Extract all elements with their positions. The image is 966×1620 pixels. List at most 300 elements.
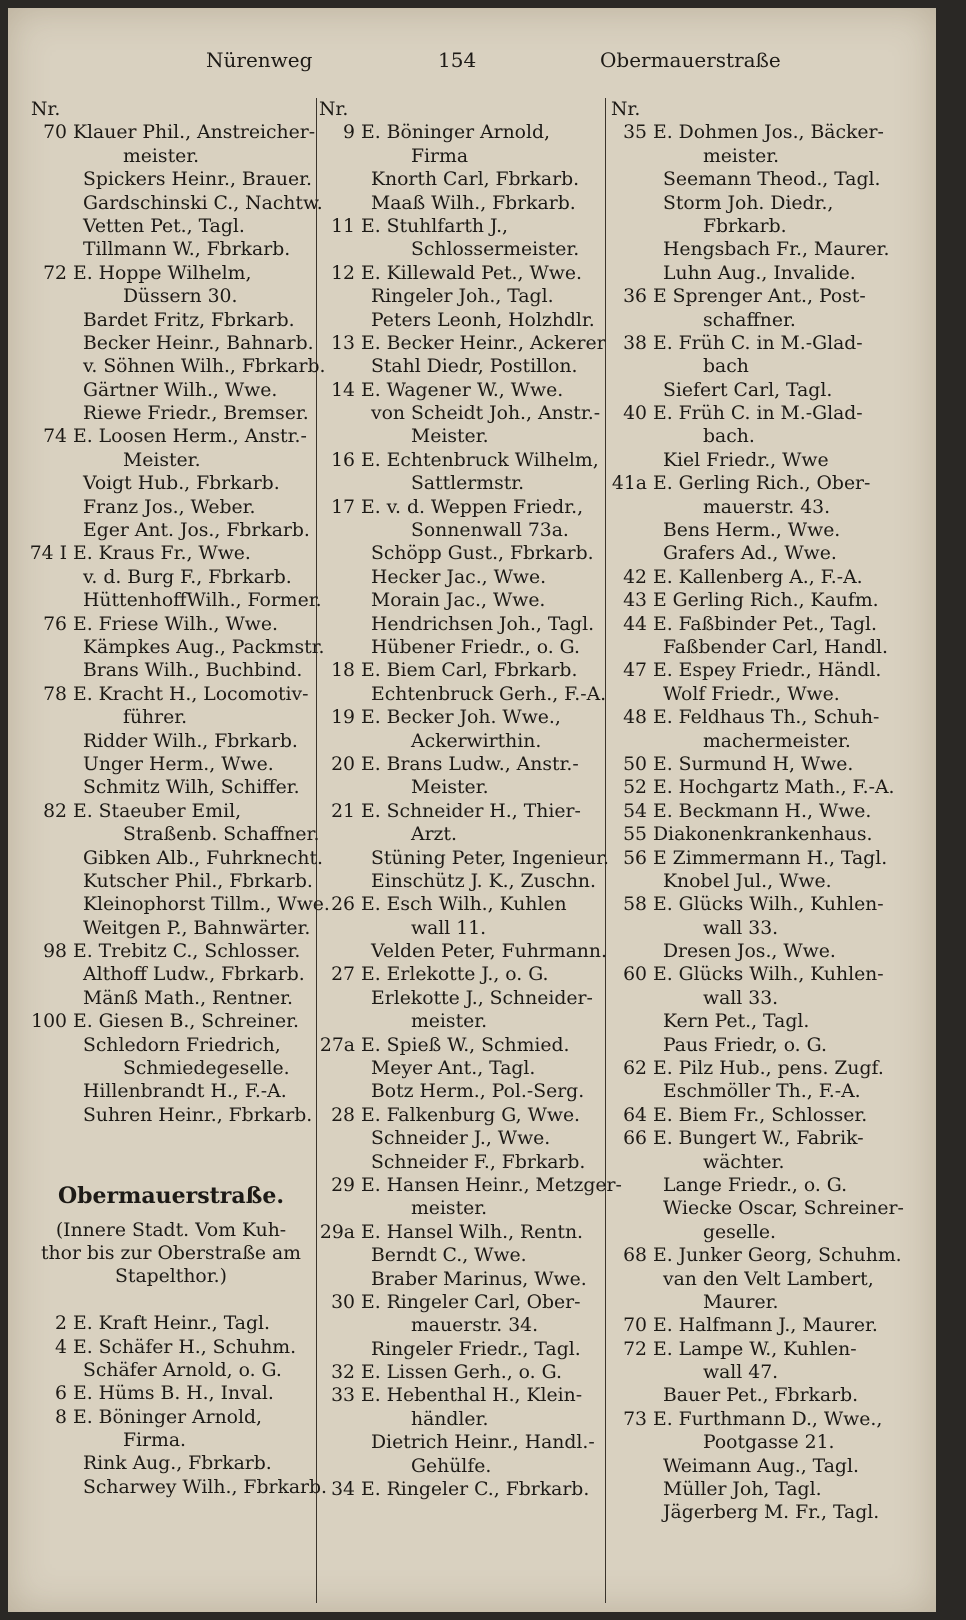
resident-text: Schmitz Wilh, Schiffer. xyxy=(83,777,300,799)
directory-entry xyxy=(603,379,899,402)
directory-entry xyxy=(603,1455,899,1478)
resident-text: E. Biem Carl, Fbrkarb. xyxy=(361,660,578,682)
resident-text: E. Faßbinder Pet., Tagl. xyxy=(653,613,877,635)
resident-text: Brans Wilh., Buchbind. xyxy=(83,660,303,682)
house-number: 72 xyxy=(623,1338,647,1360)
resident-text: E. Hansel Wilh., Rentn. xyxy=(361,1221,584,1243)
directory-entry xyxy=(311,332,607,355)
resident-text: E Sprenger Ant., Post- xyxy=(653,286,866,308)
directory-entry xyxy=(311,1291,607,1314)
house-number: 47 xyxy=(623,660,647,682)
resident-text: Maaß Wilh., Fbrkarb. xyxy=(371,192,576,214)
directory-entry xyxy=(311,519,607,542)
resident-text: E. Hansen Heinr., Metzger- xyxy=(361,1174,622,1196)
resident-text: Weimann Aug., Tagl. xyxy=(663,1455,859,1477)
resident-text: Schneider F., Fbrkarb. xyxy=(371,1151,586,1173)
directory-entry xyxy=(311,987,607,1010)
house-number: 55 xyxy=(623,824,647,846)
house-number: 21 xyxy=(331,800,355,822)
entry-continuation: Ackerwirthin. xyxy=(411,730,542,752)
entry-continuation: Schmiedegeselle. xyxy=(123,1058,290,1080)
directory-entry xyxy=(603,262,899,285)
resident-text: Suhren Heinr., Fbrkarb. xyxy=(83,1104,313,1126)
directory-entry xyxy=(23,472,319,495)
resident-text: Seemann Theod., Tagl. xyxy=(663,169,881,191)
page-number: 154 xyxy=(438,48,477,72)
directory-entry xyxy=(23,379,319,402)
directory-entry xyxy=(311,963,607,986)
house-number: 13 xyxy=(331,332,355,354)
directory-entry xyxy=(23,402,319,425)
resident-text: Jägerberg M. Fr., Tagl. xyxy=(663,1502,880,1524)
house-number: 19 xyxy=(331,707,355,729)
resident-text: Becker Heinr., Bahnarb. xyxy=(83,332,314,354)
house-number: 27 xyxy=(331,964,355,986)
resident-text: E. Halfmann J., Maurer. xyxy=(653,1315,878,1337)
directory-entry xyxy=(603,1338,899,1361)
directory-entry xyxy=(311,706,607,729)
directory-entry xyxy=(603,1010,899,1033)
directory-entry xyxy=(603,121,899,144)
directory-entry xyxy=(603,800,899,823)
resident-text: Schäfer Arnold, o. G. xyxy=(83,1359,282,1381)
directory-entry xyxy=(603,1174,899,1197)
house-number: 54 xyxy=(623,800,647,822)
directory-entry xyxy=(603,659,899,682)
page-header xyxy=(8,48,936,82)
resident-text: E. Friese Wilh., Wwe. xyxy=(73,613,278,635)
resident-text: E. Becker Joh. Wwe., xyxy=(361,707,561,729)
directory-entry xyxy=(23,893,330,916)
house-number: 62 xyxy=(623,1058,647,1080)
resident-text: Meyer Ant., Tagl. xyxy=(371,1058,536,1080)
house-number: 56 xyxy=(623,847,647,869)
entry-continuation: machermeister. xyxy=(703,730,851,752)
house-number: 29 xyxy=(331,1174,355,1196)
directory-entry xyxy=(23,238,319,261)
directory-entry xyxy=(23,285,319,308)
directory-entry xyxy=(311,425,607,448)
house-number: 42 xyxy=(623,566,647,588)
directory-entry xyxy=(23,355,326,378)
resident-text: Hengsbach Fr., Maurer. xyxy=(663,239,890,261)
directory-entry xyxy=(23,425,319,448)
resident-text: Berndt C., Wwe. xyxy=(371,1245,527,1267)
directory-entry xyxy=(603,1361,899,1384)
directory-entry xyxy=(311,1151,607,1174)
resident-text: Schneider J., Wwe. xyxy=(371,1128,551,1150)
house-number: 8 xyxy=(55,1406,67,1428)
house-number: 98 xyxy=(43,941,67,963)
house-number: 74 I xyxy=(29,543,67,565)
entry-continuation: wall 33. xyxy=(703,987,779,1009)
entry-continuation: Meister. xyxy=(411,426,489,448)
resident-text: E. Furthmann D., Wwe., xyxy=(653,1408,883,1430)
entry-continuation: Maurer. xyxy=(703,1291,779,1313)
directory-entry xyxy=(311,893,607,916)
resident-text: Spickers Heinr., Brauer. xyxy=(83,169,312,191)
section-note: Stapelthor.) xyxy=(115,1266,227,1288)
column-label: Nr. xyxy=(611,99,641,120)
directory-entry xyxy=(23,706,319,729)
directory-entry xyxy=(311,496,607,519)
resident-text: Erlekotte J., Schneider- xyxy=(371,987,593,1009)
directory-entry xyxy=(311,1104,607,1127)
resident-text: Knorth Carl, Fbrkarb. xyxy=(371,169,580,191)
directory-entry xyxy=(23,636,325,659)
resident-text: Morain Jac., Wwe. xyxy=(371,590,546,612)
directory-entry xyxy=(603,1244,902,1267)
entry-continuation: wall 47. xyxy=(703,1362,779,1384)
directory-entry xyxy=(603,870,899,893)
resident-text: E. Ringeler Carl, Ober- xyxy=(361,1291,581,1313)
directory-entry xyxy=(311,355,607,378)
resident-text: Braber Marinus, Wwe. xyxy=(371,1268,587,1290)
resident-text: Klauer Phil., Anstreicher- xyxy=(73,122,316,144)
resident-text: Scharwey Wilh., Fbrkarb. xyxy=(83,1476,328,1498)
house-number: 35 xyxy=(623,122,647,144)
resident-text: Paus Friedr, o. G. xyxy=(663,1034,827,1056)
resident-text: Unger Herm., Wwe. xyxy=(83,753,274,775)
directory-entry xyxy=(23,730,319,753)
directory-entry xyxy=(311,753,607,776)
resident-text: E. Lissen Gerh., o. G. xyxy=(361,1362,562,1384)
directory-entry xyxy=(603,215,899,238)
resident-text: von Scheidt Joh., Anstr.- xyxy=(371,403,601,425)
resident-text: Schledorn Friedrich, xyxy=(83,1034,281,1056)
directory-entry xyxy=(603,1478,899,1501)
resident-text: E. Beckmann H., Wwe. xyxy=(653,800,872,822)
house-number: 26 xyxy=(331,894,355,916)
directory-entry xyxy=(311,917,607,940)
resident-text: E. Brans Ludw., Anstr.- xyxy=(361,753,579,775)
entry-continuation: Pootgasse 21. xyxy=(703,1432,835,1454)
directory-entry xyxy=(23,449,319,472)
directory-entry xyxy=(23,566,319,589)
resident-text: Weitgen P., Bahnwärter. xyxy=(83,917,311,939)
directory-entry xyxy=(23,613,319,636)
resident-text: E. Biem Fr., Schlosser. xyxy=(653,1104,868,1126)
directory-entry xyxy=(603,238,899,261)
directory-entry xyxy=(603,987,899,1010)
resident-text: Vetten Pet., Tagl. xyxy=(83,215,245,237)
directory-entry xyxy=(311,168,607,191)
directory-entry xyxy=(603,823,899,846)
resident-text: Dresen Jos., Wwe. xyxy=(663,941,836,963)
resident-text: E. Becker Heinr., Ackerer xyxy=(361,332,606,354)
directory-entry xyxy=(311,449,607,472)
house-number: 12 xyxy=(331,262,355,284)
resident-text: E. Esch Wilh., Kuhlen xyxy=(361,894,567,916)
column-label: Nr. xyxy=(319,99,349,120)
house-number: 18 xyxy=(331,660,355,682)
directory-entry xyxy=(311,1314,607,1337)
directory-entry xyxy=(23,589,322,612)
resident-text: E. Erlekotte J., o. G. xyxy=(361,964,549,986)
resident-text: Hübener Friedr., o. G. xyxy=(371,636,580,658)
directory-entry xyxy=(311,1127,607,1150)
resident-text: Bauer Pet., Fbrkarb. xyxy=(663,1385,859,1407)
column-label: Nr. xyxy=(31,99,61,120)
entry-continuation: meister. xyxy=(703,145,780,167)
house-number: 32 xyxy=(331,1362,355,1384)
house-number: 9 xyxy=(343,122,355,144)
directory-entry xyxy=(23,309,319,332)
house-number: 4 xyxy=(55,1336,67,1358)
house-number: 78 xyxy=(43,683,67,705)
directory-entry xyxy=(311,1174,622,1197)
directory-entry xyxy=(603,1268,899,1291)
entry-continuation: wall 33. xyxy=(703,917,779,939)
resident-text: van den Velt Lambert, xyxy=(663,1268,874,1290)
resident-text: v. d. Burg F., Fbrkarb. xyxy=(83,566,292,588)
house-number: 40 xyxy=(623,403,647,425)
directory-entry xyxy=(311,800,607,823)
directory-entry xyxy=(23,1057,319,1080)
resident-text: E. Espey Friedr., Händl. xyxy=(653,660,882,682)
resident-text: Wiecke Oscar, Schreiner- xyxy=(663,1198,904,1220)
resident-text: E. Lampe W., Kuhlen- xyxy=(653,1338,857,1360)
resident-text: Hecker Jac., Wwe. xyxy=(371,566,547,588)
directory-entry xyxy=(23,121,319,144)
resident-text: Eschmöller Th., F.-A. xyxy=(663,1081,861,1103)
directory-entry xyxy=(603,1221,899,1244)
entry-continuation: bach xyxy=(703,356,749,378)
entry-continuation: Düssern 30. xyxy=(123,286,238,308)
directory-entry xyxy=(23,1382,319,1405)
resident-text: E. Bungert W., Fabrik- xyxy=(653,1128,864,1150)
entry-continuation: Firma xyxy=(411,145,469,167)
directory-entry xyxy=(311,730,607,753)
resident-text: E. Hochgartz Math., F.-A. xyxy=(653,777,895,799)
directory-entry xyxy=(603,1291,899,1314)
entry-continuation: mauerstr. 43. xyxy=(703,496,831,518)
directory-entry xyxy=(603,1057,899,1080)
column-3 xyxy=(603,98,904,1525)
entry-continuation: Schlossermeister. xyxy=(411,239,580,261)
house-number: 34 xyxy=(331,1479,355,1501)
directory-entry xyxy=(23,1452,319,1475)
directory-entry xyxy=(603,1151,899,1174)
resident-text: E. Glücks Wilh., Kuhlen- xyxy=(653,964,884,986)
resident-text: Velden Peter, Fuhrmann. xyxy=(371,941,607,963)
resident-text: Gardschinski C., Nachtw. xyxy=(83,192,323,214)
resident-text: E. Kraus Fr., Wwe. xyxy=(73,543,251,565)
section-note: thor bis zur Oberstraße am xyxy=(41,1242,301,1264)
house-number: 60 xyxy=(623,964,647,986)
directory-entry xyxy=(603,402,899,425)
entry-continuation: Gehülfe. xyxy=(411,1455,492,1477)
resident-text: E. Wagener W., Wwe. xyxy=(361,379,564,401)
directory-entry xyxy=(23,753,319,776)
house-number: 6 xyxy=(55,1383,67,1405)
directory-entry xyxy=(23,776,319,799)
directory-entry xyxy=(603,285,899,308)
resident-text: E. Hebenthal H., Klein- xyxy=(361,1385,583,1407)
directory-entry xyxy=(603,1384,899,1407)
resident-text: E. Dohmen Jos., Bäcker- xyxy=(653,122,884,144)
directory-entry xyxy=(311,1361,607,1384)
resident-text: Faßbender Carl, Handl. xyxy=(663,636,888,658)
directory-entry xyxy=(311,1478,607,1501)
directory-entry xyxy=(23,847,324,870)
house-number: 11 xyxy=(331,215,355,237)
directory-entry xyxy=(23,1476,328,1499)
directory-entry xyxy=(603,145,899,168)
directory-entry xyxy=(603,1080,899,1103)
directory-entry xyxy=(603,1104,899,1127)
directory-entry xyxy=(311,823,607,846)
directory-entry xyxy=(23,1359,319,1382)
directory-entry xyxy=(311,379,607,402)
resident-text: Riewe Friedr., Bremser. xyxy=(83,403,309,425)
spacer xyxy=(23,1289,319,1312)
house-number: 66 xyxy=(623,1128,647,1150)
directory-entry xyxy=(603,683,899,706)
resident-text: Bardet Fritz, Fbrkarb. xyxy=(83,309,295,331)
directory-entry xyxy=(603,730,899,753)
directory-entry xyxy=(23,683,319,706)
resident-text: Botz Herm., Pol.-Serg. xyxy=(371,1081,585,1103)
resident-text: Kämpkes Aug., Packmstr. xyxy=(83,636,325,658)
directory-entry xyxy=(311,1455,607,1478)
entry-continuation: geselle. xyxy=(703,1221,776,1243)
house-number: 82 xyxy=(43,800,67,822)
resident-text: Ridder Wilh., Fbrkarb. xyxy=(83,730,298,752)
entry-continuation: schaffner. xyxy=(703,309,796,331)
resident-text: E. Glücks Wilh., Kuhlen- xyxy=(653,894,884,916)
directory-entry xyxy=(23,1336,319,1359)
directory-entry xyxy=(311,1221,607,1244)
directory-entry xyxy=(311,192,607,215)
resident-text: E. Killewald Pet., Wwe. xyxy=(361,262,582,284)
resident-text: Siefert Carl, Tagl. xyxy=(663,379,833,401)
spacer xyxy=(23,1127,319,1150)
directory-entry xyxy=(23,1034,319,1057)
directory-entry xyxy=(311,683,607,706)
resident-text: E. Pilz Hub., pens. Zugf. xyxy=(653,1058,884,1080)
house-number: 70 xyxy=(623,1315,647,1337)
directory-entry xyxy=(23,659,319,682)
resident-text: Dietrich Heinr., Handl.- xyxy=(371,1432,595,1454)
directory-entry xyxy=(23,496,319,519)
directory-entry xyxy=(603,566,899,589)
entry-continuation: Sonnenwall 73a. xyxy=(411,520,569,542)
resident-text: Grafers Ad., Wwe. xyxy=(663,543,837,565)
resident-text: Gibken Alb., Fuhrknecht. xyxy=(83,847,324,869)
directory-entry xyxy=(311,145,607,168)
directory-entry xyxy=(603,542,899,565)
directory-entry xyxy=(311,613,607,636)
directory-entry xyxy=(603,355,899,378)
entry-continuation: Straßenb. Schaffner. xyxy=(123,824,320,846)
directory-entry xyxy=(603,753,899,776)
house-number: 38 xyxy=(623,332,647,354)
directory-entry xyxy=(23,940,319,963)
directory-entry xyxy=(23,917,319,940)
directory-entry xyxy=(311,262,607,285)
directory-entry xyxy=(311,847,607,870)
entry-continuation: meister. xyxy=(123,145,200,167)
house-number: 14 xyxy=(331,379,355,401)
resident-text: E. Feldhaus Th., Schuh- xyxy=(653,707,880,729)
entry-continuation: wall 11. xyxy=(411,917,487,939)
house-number: 74 xyxy=(43,426,67,448)
resident-text: E Gerling Rich., Kaufm. xyxy=(653,590,879,612)
directory-entry xyxy=(23,823,319,846)
resident-text: Ringeler Friedr., Tagl. xyxy=(371,1338,581,1360)
entry-continuation: Meister. xyxy=(411,777,489,799)
directory-entry xyxy=(603,192,899,215)
entry-continuation: meister. xyxy=(411,1011,488,1033)
directory-entry xyxy=(23,1312,319,1335)
house-number: 33 xyxy=(331,1385,355,1407)
resident-text: Rink Aug., Fbrkarb. xyxy=(83,1453,272,1475)
directory-entry xyxy=(603,1314,899,1337)
directory-entry xyxy=(603,706,899,729)
directory-entry xyxy=(311,1268,607,1291)
resident-text: Stüning Peter, Ingenieur. xyxy=(371,847,609,869)
resident-text: Ringeler Joh., Tagl. xyxy=(371,286,554,308)
resident-text: Tillmann W., Fbrkarb. xyxy=(83,239,291,261)
house-number: 20 xyxy=(331,753,355,775)
directory-entry xyxy=(23,800,319,823)
directory-entry xyxy=(603,776,899,799)
directory-entry xyxy=(23,1010,319,1033)
resident-text: E. Gerling Rich., Ober- xyxy=(653,473,871,495)
directory-entry xyxy=(23,332,319,355)
resident-text: E. Kracht H., Locomotiv- xyxy=(73,683,309,705)
directory-entry xyxy=(603,893,899,916)
directory-entry xyxy=(603,1501,899,1524)
directory-entry xyxy=(311,1384,607,1407)
resident-text: E. Giesen B., Schreiner. xyxy=(73,1011,299,1033)
resident-text: Kiel Friedr., Wwe xyxy=(663,449,829,471)
directory-page xyxy=(8,8,936,1612)
resident-text: E. Falkenburg G, Wwe. xyxy=(361,1104,581,1126)
house-number: 58 xyxy=(623,894,647,916)
house-number: 30 xyxy=(331,1291,355,1313)
resident-text: E. Kallenberg A., F.-A. xyxy=(653,566,863,588)
entry-continuation: Arzt. xyxy=(411,824,457,846)
resident-text: E. Ringeler C., Fbrkarb. xyxy=(361,1479,590,1501)
directory-entry xyxy=(23,963,319,986)
entry-continuation: führer. xyxy=(123,707,188,729)
resident-text: Wolf Friedr., Wwe. xyxy=(663,683,840,705)
resident-text: Peters Leonh, Holzhdlr. xyxy=(371,309,595,331)
directory-entry xyxy=(311,870,607,893)
resident-text: E. Junker Georg, Schuhm. xyxy=(653,1245,902,1267)
directory-entry xyxy=(23,519,319,542)
directory-entry xyxy=(311,472,607,495)
resident-text: E. Schneider H., Thier- xyxy=(361,800,581,822)
resident-text: E. Stuhlfarth J., xyxy=(361,215,509,237)
resident-text: E. Kraft Heinr., Tagl. xyxy=(73,1313,271,1335)
directory-entry xyxy=(23,870,319,893)
directory-entry xyxy=(23,987,319,1010)
resident-text: E. Früh C. in M.-Glad- xyxy=(653,403,863,425)
directory-entry xyxy=(23,1429,319,1452)
house-number: 68 xyxy=(623,1245,647,1267)
directory-entry xyxy=(311,1197,607,1220)
resident-text: Schöpp Gust., Fbrkarb. xyxy=(371,543,594,565)
directory-entry xyxy=(23,215,319,238)
directory-entry xyxy=(311,215,607,238)
section-title: Obermauerstraße. xyxy=(57,1182,284,1209)
house-number: 17 xyxy=(331,496,355,518)
directory-entry xyxy=(603,636,899,659)
entry-continuation: Firma. xyxy=(123,1430,186,1452)
